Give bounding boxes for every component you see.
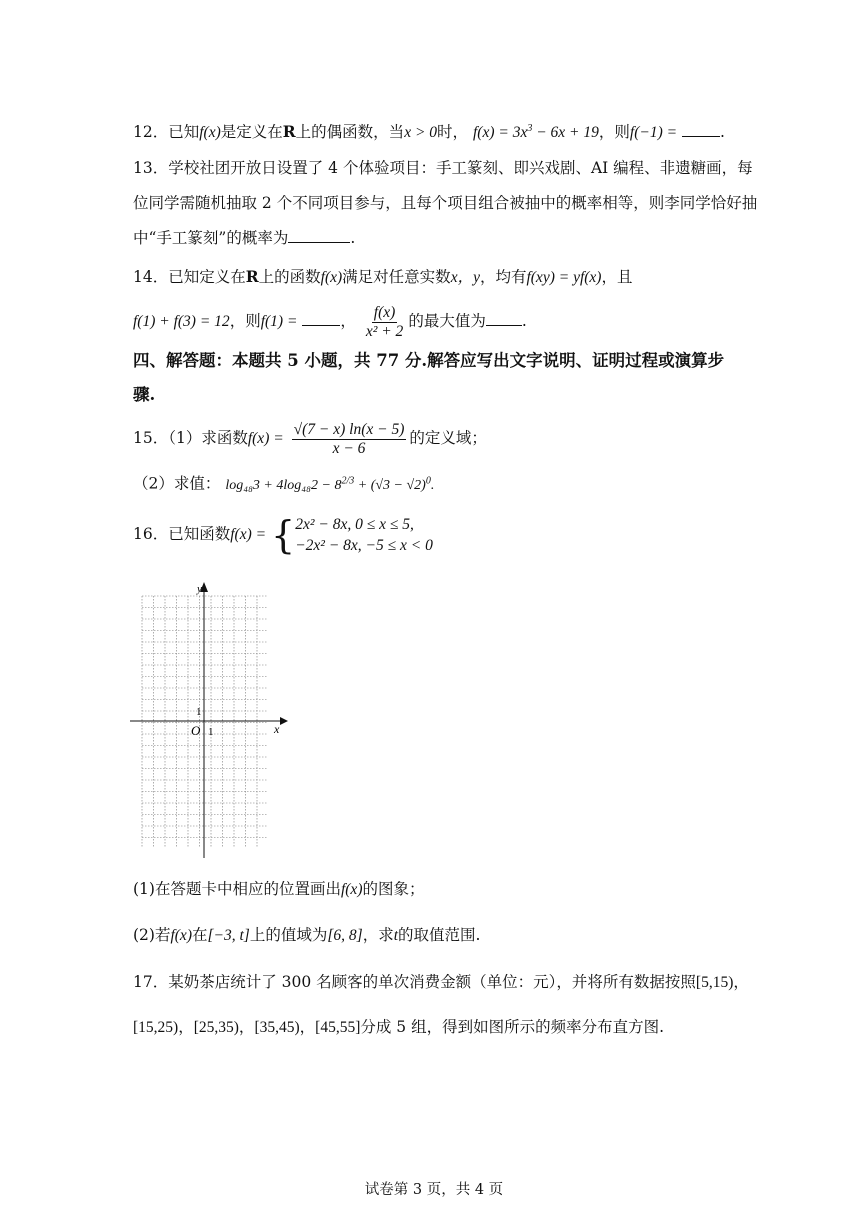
- q14-frac-den: x² + 2: [365, 322, 404, 340]
- q12-number: 12．: [133, 123, 169, 142]
- q16-text: 上的值域为: [249, 926, 328, 944]
- question-16: [133, 512, 748, 557]
- q14-text: 的最大值为: [408, 312, 486, 330]
- q12-condition: x > 0: [404, 124, 438, 142]
- question-13-line-1: 13．学校社团开放日设置了 4 个体验项目：手工篆刻、即兴戏剧、AI 编程、非遗糖画，每: [133, 159, 753, 177]
- q14-end: .: [521, 312, 527, 330]
- q14-number: 14．: [133, 268, 169, 286]
- x-tick-label: 1: [208, 726, 214, 738]
- q17-separator: ，: [299, 1018, 316, 1036]
- q16-cases: [295, 514, 433, 556]
- q12-ask: f(−1) =: [629, 124, 678, 142]
- q12-expression: [473, 124, 599, 141]
- q12-text: ，则: [598, 123, 630, 142]
- q12-text: 时，: [437, 123, 469, 142]
- q15-text: （2）求值：: [133, 474, 221, 493]
- q14-text: 已知定义在: [168, 268, 246, 286]
- q15-end: .: [430, 477, 435, 493]
- q14-fraction: [364, 304, 406, 341]
- q17-interval-1: [5,15): [695, 974, 734, 991]
- q13-end: .: [350, 229, 356, 247]
- question-13-line-2: 位同学需随机抽取 2 个不同项目参与，且每个项目组合被抽中的概率相等，则李同学恰好抽: [133, 194, 758, 212]
- x-axis-label: x: [274, 722, 280, 736]
- q17-separator: ，: [238, 1018, 255, 1036]
- q16-fx: f(x): [340, 881, 363, 898]
- q14-ask-1: f(1) =: [260, 313, 298, 330]
- q12-text: 上的偶函数，当: [295, 123, 405, 142]
- q17-text: ，: [733, 973, 749, 991]
- q15-root-term: + (√3 − √2): [354, 477, 426, 493]
- q15-exponent: 2/3: [341, 475, 355, 486]
- question-14-line-1: [133, 266, 748, 289]
- grid-lines: [142, 596, 268, 848]
- q16-text: 的图象；: [362, 880, 425, 898]
- q12-end: .: [720, 123, 725, 142]
- q17-interval-3: [25,35): [193, 1019, 239, 1036]
- q16-text: 的取值范围.: [398, 926, 481, 944]
- coordinate-grid[interactable]: [130, 580, 290, 858]
- q17-text: 分成 5 组，得到如图所示的频率分布直方图.: [360, 1018, 665, 1036]
- q14-frac-num: f(x): [373, 303, 396, 321]
- question-17-line-1: [133, 971, 748, 994]
- q16-text: 16．已知函数: [133, 525, 231, 543]
- q15-text: 15．（1）求函数: [133, 429, 248, 447]
- question-16-part-1: [133, 878, 748, 901]
- q12-text: 是定义在: [220, 123, 283, 142]
- origin-label: O: [191, 723, 201, 738]
- q15-fraction: [292, 421, 407, 458]
- q13-text: 中“手工篆刻”的概率为: [133, 229, 289, 247]
- q14-text: ，: [340, 312, 356, 330]
- y-tick-label: 1: [196, 706, 202, 718]
- q15-text: 的定义域；: [409, 429, 487, 447]
- q17-interval-4: [35,45): [254, 1019, 300, 1036]
- q16-fx: f(x) =: [230, 526, 267, 543]
- question-15-part-1: [133, 418, 748, 459]
- q14-text: 满足对任意实数: [342, 268, 451, 286]
- q17-text: 17．某奶茶店统计了 300 名顾客的单次消费金额（单位：元），并将所有数据按照: [133, 973, 696, 991]
- section-4-heading: 四、解答题：本题共 5 小题，共 77 分.解答应写出文字说明、证明过程或演算步: [133, 351, 725, 370]
- q14-text: ，均有: [479, 268, 527, 286]
- question-16-part-2: [133, 924, 748, 947]
- q12-expr-lhs: f(x) = 3x: [472, 124, 528, 142]
- page-footer: 试卷第 3 页，共 4 页: [364, 1182, 504, 1198]
- x-axis-arrow: [280, 717, 288, 725]
- q14-condition: f(1) + f(3) = 12: [133, 313, 230, 330]
- q16-text: (2)若: [133, 926, 171, 944]
- q16-text: 在: [191, 926, 208, 944]
- q17-separator: ，: [178, 1018, 194, 1036]
- q16-case-2: −2x² − 8x, −5 ≤ x < 0: [295, 537, 433, 554]
- q15-frac-num: √(7 − x) ln(x − 5): [293, 420, 405, 438]
- q12-real-set: R: [282, 122, 296, 142]
- q13-answer-blank[interactable]: [288, 228, 350, 243]
- q16-interval: [−3, t]: [207, 927, 250, 944]
- q14-answer-blank-1[interactable]: [302, 311, 340, 326]
- question-15-part-2: [133, 470, 748, 497]
- question-12: [133, 118, 748, 144]
- q12-text: 已知: [168, 123, 200, 142]
- q14-fx: f(x): [320, 269, 343, 286]
- q14-equation: f(xy) = yf(x): [526, 269, 602, 286]
- q14-real-set: R: [245, 267, 259, 286]
- q12-answer-blank[interactable]: [682, 122, 720, 137]
- q14-text: ，且: [601, 268, 633, 286]
- q16-var-t: t: [393, 927, 399, 944]
- q16-range: [6, 8]: [327, 927, 363, 944]
- q14-vars: x，y: [450, 269, 480, 286]
- q15-log-terms: log₄₈3 + 4log₄₈2 − 8: [225, 477, 342, 493]
- q12-expr-rhs: − 6x + 19: [532, 124, 599, 142]
- q16-text: (1)在答题卡中相应的位置画出: [133, 880, 341, 898]
- question-14-line-2: [133, 301, 748, 342]
- q16-fx: f(x): [170, 927, 192, 944]
- q15-fx: f(x) =: [247, 430, 284, 447]
- q12-fx: f(x): [199, 124, 221, 142]
- q16-case-1: 2x² − 8x, 0 ≤ x ≤ 5,: [295, 516, 414, 533]
- question-13-line-3: [133, 227, 748, 249]
- question-17-line-2: [133, 1016, 748, 1039]
- q17-interval-5: [45,55]: [315, 1019, 361, 1036]
- q14-text: ，则: [229, 312, 261, 330]
- q16-brace: {: [271, 513, 296, 557]
- q15-log-expression: [225, 475, 435, 493]
- q14-answer-blank-2[interactable]: [486, 311, 522, 326]
- y-axis-label: y: [197, 583, 202, 595]
- section-4-heading-cont: 骤.: [133, 385, 156, 404]
- q17-interval-2: [15,25): [133, 1019, 179, 1036]
- q14-text: 上的函数: [258, 268, 321, 286]
- q16-text: ，求: [362, 926, 394, 944]
- q15-frac-den: x − 6: [332, 439, 366, 457]
- q12-exponent: 3: [527, 123, 533, 134]
- q15-exponent-zero: 0: [425, 475, 431, 486]
